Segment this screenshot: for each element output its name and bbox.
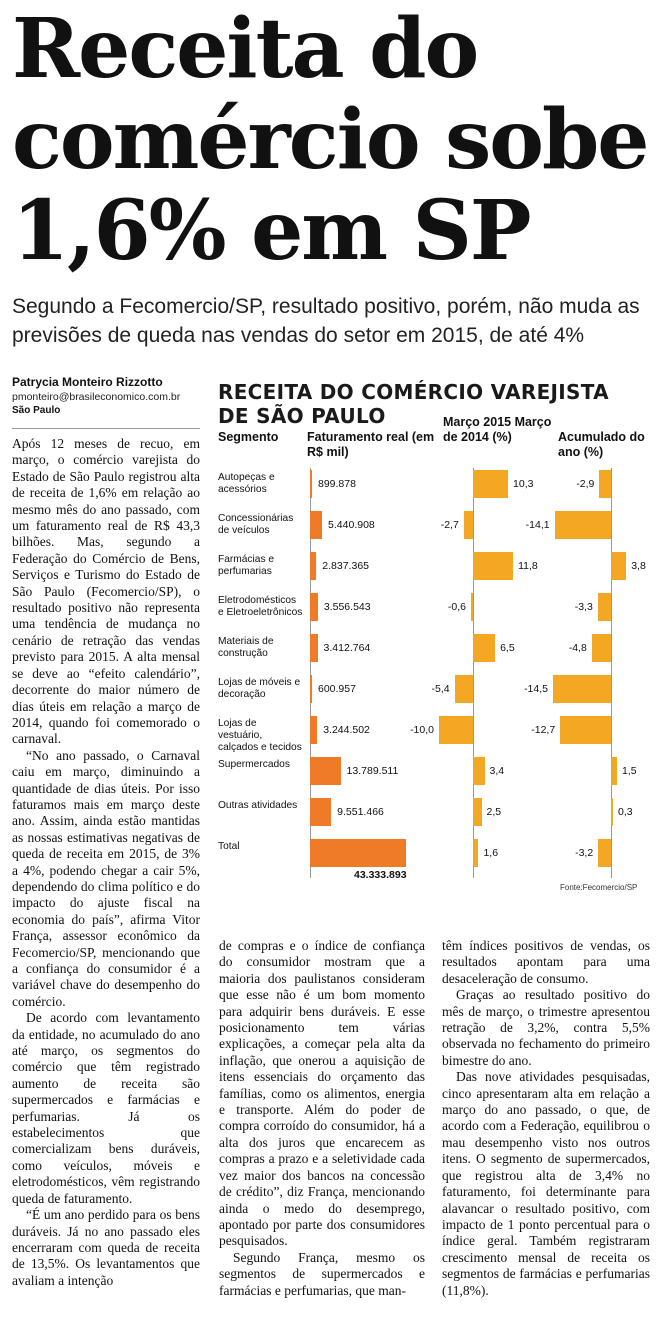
row-label: Supermercados	[218, 759, 290, 770]
author-email: pmonteiro@brasileconomico.com.br	[12, 391, 181, 403]
row-label: Farmácias e perfumarias	[218, 554, 275, 577]
dateline-city: São Paulo	[12, 405, 61, 416]
march-value: 6,5	[500, 642, 515, 654]
march-bar	[473, 798, 482, 826]
paragraph: “É um ano perdido para os bens duráveis. Já no ano passado eles encerraram com queda de receita de 13,5%. Os levantamentos que avaliam a intenção	[12, 1207, 200, 1288]
ytd-bar	[611, 552, 626, 580]
march-value: -2,7	[440, 519, 459, 531]
march-bar	[471, 593, 473, 621]
revenue-value: 3.244.502	[323, 724, 370, 736]
subtitle: Segundo a Fecomercio/SP, resultado positivo, porém, não muda as previsões de queda nas vendas do setor em 2015, de até 4%	[12, 295, 640, 347]
revenue-value: 13.789.511	[346, 765, 399, 777]
march-value: -0,6	[447, 601, 466, 613]
ytd-value: -12,7	[531, 724, 556, 736]
row-label: Lojas de vestuário, calçados e tecidos	[218, 718, 302, 753]
paragraph: de compras e o índice de confiança do consumidor mostram que a maioria dos paulistanos consideram que esse não é um bom momento para adquirir bens duráveis. E esse posicionamento tem várias explicações, a começar pela alta da inflação, que onerou a aquisição de itens essenciais do orçamento das famílias, como os alimentos, energia e transporte. Além do poder de compra corroído do consumidor, há a alta dos juros que encarecem as compras a prazo e a seletividade cada vez maior dos bancos na concessão de crédito”, diz França, mencionando ainda o medo do desemprego, apontado por parte dos consumidores pesquisados.	[219, 938, 425, 1249]
revenue-bar	[310, 675, 312, 703]
revenue-value: 2.837.365	[322, 560, 369, 572]
march-bar	[473, 839, 478, 867]
article-column-2	[219, 938, 425, 1299]
march-value: -5,4	[431, 683, 450, 695]
ytd-value: -3,3	[574, 601, 593, 613]
ytd-bar	[560, 716, 611, 744]
march-bar	[473, 757, 485, 785]
row-label: Outras atividades	[218, 800, 298, 811]
row-label: Lojas de móveis e decoração	[218, 677, 301, 700]
ytd-value: -3,2	[575, 847, 594, 859]
header-revenue: Faturamento real (em R$ mil)	[307, 430, 435, 459]
ytd-value: -4,8	[568, 642, 587, 654]
march-bar	[473, 634, 495, 662]
paragraph: têm índices positivos de vendas, os resultados apontam para uma desaceleração de consumo.	[442, 938, 650, 986]
march-bar	[473, 470, 508, 498]
revenue-value: 3.412.764	[323, 642, 371, 654]
ytd-bar	[598, 839, 611, 867]
revenue-bar	[310, 798, 331, 826]
chart-source: Fonte:Fecomercio/SP	[560, 883, 638, 892]
paragraph: Graças ao resultado positivo do mês de março, o trimestre apresentou retração de 3,2%, contra 5,5% observada no fechamento do primeiro bimestre do ano.	[442, 987, 650, 1068]
revenue-value: 899.878	[318, 478, 356, 490]
header-ytd: Acumulado do ano (%)	[558, 430, 645, 459]
header-segment: Segmento	[218, 430, 279, 444]
byline	[12, 375, 212, 416]
revenue-bar	[310, 552, 316, 580]
march-value: 2,5	[486, 806, 502, 818]
row-label: Eletrodomésticos e Eletroeletrônicos	[218, 595, 303, 618]
revenue-value: 43.333.893	[354, 869, 407, 881]
march-value: 10,3	[513, 478, 534, 490]
ytd-bar	[599, 470, 611, 498]
ytd-bar	[611, 798, 613, 826]
revenue-value: 9.551.466	[337, 806, 384, 818]
march-bar	[455, 675, 473, 703]
row-label: Materiais de construção	[218, 636, 274, 659]
ytd-bar	[611, 757, 617, 785]
paragraph: De acordo com levantamento da entidade, no acumulado do ano até março, os segmentos do comércio que têm registrado aumento de receita são supermercados e farmácias e perfumarias. Já os estabelecimentos que comercializam bens duráveis, como veículos, móveis e eletrodomésticos, vêm registrando queda de faturamento.	[12, 1010, 200, 1206]
row-label: Concessionárias de veículos	[218, 513, 294, 536]
row-label: Autopeças e acessórios	[218, 472, 275, 495]
ytd-value: -2,9	[576, 478, 595, 490]
ytd-bar	[553, 675, 611, 703]
author-name: Patrycia Monteiro Rizzotto	[12, 375, 163, 389]
header-march: Março 2015 Março de 2014 (%)	[443, 415, 552, 444]
article-column-3	[442, 938, 650, 1299]
headline: Receita do comércio sobe 1,6% em SP	[12, 1, 648, 279]
ytd-value: 3,8	[631, 560, 646, 572]
revenue-bar	[310, 716, 317, 744]
ytd-value: 1,5	[622, 765, 637, 777]
chart-title: RECEITA DO COMÉRCIO VAREJISTA DE SÃO PAULO	[218, 380, 609, 428]
revenue-value: 3.556.543	[323, 601, 371, 613]
revenue-bar	[310, 511, 322, 539]
revenue-bar	[310, 470, 312, 498]
ytd-value: 0,3	[618, 806, 633, 818]
byline-divider	[12, 428, 200, 429]
ytd-bar	[598, 593, 611, 621]
march-value: 3,4	[489, 765, 505, 777]
revenue-value: 600.957	[318, 683, 356, 695]
march-bar	[473, 552, 513, 580]
row-label: Total	[218, 841, 240, 852]
ytd-bar	[555, 511, 611, 539]
paragraph: “No ano passado, o Carnaval caiu em março, diminuindo a quantidade de dias úteis. Por isso faturamos mais em março deste ano. Assim, ainda estão mantidas as nossas estimativas negativas de queda de receita em 2015, de 3% a 4%, podendo chegar a cair 5%, dependendo do clima político e do impacto do ajuste fiscal na economia do país”, afirma Vitor França, assessor econômico da Fecomercio/SP, mencionando que a confiança do consumidor é a variável chave do desempenho do comércio.	[12, 747, 200, 1009]
ytd-value: -14,5	[524, 683, 548, 695]
march-value: -10,0	[410, 724, 434, 736]
revenue-value: 5.440.908	[328, 519, 375, 531]
paragraph: Após 12 meses de recuo, em março, o comércio varejista do Estado de São Paulo registrou alta de receita de 1,6% em relação ao mesmo mês do ano passado, com um faturamento real de R$ 43,3 bilhões. Mas, segundo a Federação do Comércio de Bens, Serviços e Turismo do Estado de São Paulo (Fecomercio/SP), o resultado positivo não representa uma tendência de mudança no cenário de retração das vendas previsto para 2015. A alta mensal se deve ao “efeito calendário”, decorrente do maior número de dias úteis em relação a março de 2014, quando foi comemorado o carnaval.	[12, 436, 200, 747]
ytd-value: -14,1	[525, 519, 550, 531]
revenue-bar	[310, 839, 406, 867]
revenue-bar	[310, 593, 318, 621]
paragraph: Segundo França, mesmo os segmentos de supermercados e farmácias e perfumarias, que man-	[219, 1249, 425, 1298]
article-column-1	[12, 436, 200, 1289]
paragraph: Das nove atividades pesquisadas, cinco apresentaram alta em relação a março do ano passado, o que, de acordo com a Federação, equilibrou o mau desempenho visto nos outros itens. O segmento de supermercados, que registrou alta de 3,4% no faturamento, foi determinante para alavancar o resultado positivo, com impacto de 1 ponto percentual para o índice geral. Também registraram crescimento mensal de receita os segmentos de farmácias e perfumarias (11,8%).	[442, 1069, 650, 1298]
ytd-bar	[592, 634, 611, 662]
march-value: 1,6	[483, 847, 499, 859]
march-bar	[464, 511, 473, 539]
revenue-bar	[310, 634, 318, 662]
march-value: 11,8	[518, 560, 538, 572]
march-bar	[439, 716, 473, 744]
revenue-bar	[310, 757, 341, 785]
